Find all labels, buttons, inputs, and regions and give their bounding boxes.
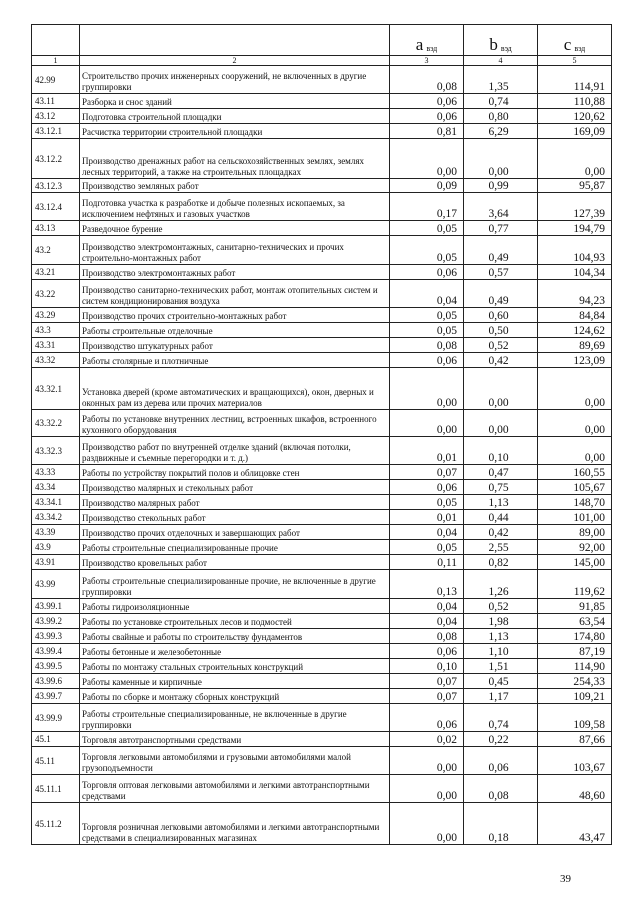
row-b-value: 0,42 xyxy=(464,525,538,540)
row-b-value: 0,77 xyxy=(464,221,538,236)
row-c-value: 103,67 xyxy=(538,747,612,775)
table-row xyxy=(32,570,612,599)
row-b-value: 0,52 xyxy=(464,599,538,614)
row-b-value: 1,17 xyxy=(464,689,538,704)
row-code: 43.99.3 xyxy=(32,629,80,644)
row-name: Торговля оптовая легковыми автомобилями и легкими автотранспортными средствами xyxy=(80,775,390,803)
table-row xyxy=(32,614,612,629)
row-a-value: 0,00 xyxy=(390,410,464,437)
row-name: Производство электромонтажных, санитарно-технических и прочих строительно-монтажных работ xyxy=(80,236,390,265)
row-code: 43.2 xyxy=(32,236,80,265)
row-a-value: 0,02 xyxy=(390,732,464,747)
row-code: 45.11.1 xyxy=(32,775,80,803)
row-a-value: 0,05 xyxy=(390,221,464,236)
row-code: 43.32.2 xyxy=(32,410,80,437)
row-c-value: 89,69 xyxy=(538,338,612,353)
table-row xyxy=(32,803,612,845)
row-code: 43.99.7 xyxy=(32,689,80,704)
row-a-value: 0,11 xyxy=(390,555,464,570)
row-code: 43.34 xyxy=(32,480,80,495)
row-name: Производство прочих строительно-монтажных работ xyxy=(80,308,390,323)
row-name: Работы строительные отделочные xyxy=(80,323,390,338)
row-b-value: 0,44 xyxy=(464,510,538,525)
header-c: c $_{вэд}$ xyxy=(538,25,612,56)
row-name: Работы строительные специализированные прочие xyxy=(80,540,390,555)
table-row xyxy=(32,94,612,109)
row-c-value: 174,80 xyxy=(538,629,612,644)
table-row xyxy=(32,465,612,480)
row-b-value: 0,10 xyxy=(464,437,538,465)
row-code: 43.34.1 xyxy=(32,495,80,510)
row-c-value: 63,54 xyxy=(538,614,612,629)
row-code: 43.99.9 xyxy=(32,704,80,732)
row-a-value: 0,05 xyxy=(390,308,464,323)
row-a-value: 0,04 xyxy=(390,599,464,614)
row-a-value: 0,17 xyxy=(390,193,464,221)
row-a-value: 0,13 xyxy=(390,570,464,599)
row-c-value: 120,62 xyxy=(538,109,612,124)
row-c-value: 94,23 xyxy=(538,280,612,308)
row-c-value: 0,00 xyxy=(538,139,612,179)
table-row xyxy=(32,323,612,338)
row-b-value: 0,06 xyxy=(464,747,538,775)
column-index: 1 xyxy=(32,56,80,66)
row-name: Работы столярные и плотничные xyxy=(80,353,390,368)
row-name: Работы бетонные и железобетонные xyxy=(80,644,390,659)
row-code: 43.99 xyxy=(32,570,80,599)
row-name: Подготовка строительной площадки xyxy=(80,109,390,124)
header-a: a $_{вэд}$ xyxy=(390,25,464,56)
column-index: 4 xyxy=(464,56,538,66)
row-c-value: 160,55 xyxy=(538,465,612,480)
table-row xyxy=(32,368,612,410)
row-c-value: 87,19 xyxy=(538,644,612,659)
header-row xyxy=(32,25,612,56)
row-name: Работы по сборке и монтажу сборных конструкций xyxy=(80,689,390,704)
row-name: Производство работ по внутренней отделке зданий (включая потолки, раздвижные и съемные перегородки и т. д.) xyxy=(80,437,390,465)
row-name: Производство кровельных работ xyxy=(80,555,390,570)
row-a-value: 0,06 xyxy=(390,353,464,368)
table-row xyxy=(32,338,612,353)
row-a-value: 0,04 xyxy=(390,280,464,308)
row-a-value: 0,07 xyxy=(390,674,464,689)
row-c-value: 43,47 xyxy=(538,803,612,845)
row-b-value: 1,13 xyxy=(464,495,538,510)
row-c-value: 87,66 xyxy=(538,732,612,747)
row-code: 43.32.3 xyxy=(32,437,80,465)
row-name: Производство малярных и стекольных работ xyxy=(80,480,390,495)
row-code: 43.34.2 xyxy=(32,510,80,525)
row-b-value: 2,55 xyxy=(464,540,538,555)
row-name: Производство земляных работ xyxy=(80,179,390,193)
row-name: Производство санитарно-технических работ, монтаж отопительных систем и систем кондиционирования воздуха xyxy=(80,280,390,308)
table-row xyxy=(32,179,612,193)
row-a-value: 0,04 xyxy=(390,525,464,540)
column-index: 5 xyxy=(538,56,612,66)
row-a-value: 0,06 xyxy=(390,109,464,124)
row-a-value: 0,01 xyxy=(390,437,464,465)
row-c-value: 84,84 xyxy=(538,308,612,323)
row-a-value: 0,00 xyxy=(390,775,464,803)
row-name: Производство электромонтажных работ xyxy=(80,265,390,280)
row-name: Работы строительные специализированные, не включенные в другие группировки xyxy=(80,704,390,732)
table-row xyxy=(32,775,612,803)
row-code: 43.13 xyxy=(32,221,80,236)
row-code: 43.99.4 xyxy=(32,644,80,659)
row-a-value: 0,05 xyxy=(390,495,464,510)
header-b: b $_{вэд}$ xyxy=(464,25,538,56)
row-name: Работы гидроизоляционные xyxy=(80,599,390,614)
row-code: 43.31 xyxy=(32,338,80,353)
row-a-value: 0,06 xyxy=(390,644,464,659)
row-a-value: 0,05 xyxy=(390,540,464,555)
table-row xyxy=(32,139,612,179)
row-code: 43.12.4 xyxy=(32,193,80,221)
row-name: Производство дренажных работ на сельскохозяйственных землях, землях лесных территорий, а также на строительных площадках xyxy=(80,139,390,179)
table-row xyxy=(32,629,612,644)
row-name: Подготовка участка к разработке и добыче полезных ископаемых, за исключением нефтяных и газовых участков xyxy=(80,193,390,221)
row-a-value: 0,08 xyxy=(390,338,464,353)
table-row xyxy=(32,659,612,674)
row-a-value: 0,00 xyxy=(390,747,464,775)
row-c-value: 104,93 xyxy=(538,236,612,265)
header-name xyxy=(80,25,390,56)
table-row xyxy=(32,510,612,525)
column-index: 2 xyxy=(80,56,390,66)
row-b-value: 0,57 xyxy=(464,265,538,280)
row-code: 45.11 xyxy=(32,747,80,775)
row-a-value: 0,06 xyxy=(390,94,464,109)
row-b-value: 1,13 xyxy=(464,629,538,644)
row-b-value: 1,26 xyxy=(464,570,538,599)
row-code: 43.99.5 xyxy=(32,659,80,674)
row-b-value: 0,22 xyxy=(464,732,538,747)
row-b-value: 0,82 xyxy=(464,555,538,570)
row-name: Производство стекольных работ xyxy=(80,510,390,525)
row-c-value: 119,62 xyxy=(538,570,612,599)
row-c-value: 123,09 xyxy=(538,353,612,368)
row-c-value: 92,00 xyxy=(538,540,612,555)
table-row xyxy=(32,644,612,659)
coefficients-table xyxy=(31,24,612,845)
row-b-value: 0,42 xyxy=(464,353,538,368)
row-code: 43.12.3 xyxy=(32,179,80,193)
row-name: Работы каменные и кирпичные xyxy=(80,674,390,689)
row-code: 45.11.2 xyxy=(32,803,80,845)
row-b-value: 0,60 xyxy=(464,308,538,323)
table-row xyxy=(32,221,612,236)
row-a-value: 0,00 xyxy=(390,139,464,179)
row-c-value: 127,39 xyxy=(538,193,612,221)
row-code: 43.9 xyxy=(32,540,80,555)
row-b-value: 0,50 xyxy=(464,323,538,338)
row-name: Работы по установке внутренних лестниц, встроенных шкафов, встроенного кухонного оборудования xyxy=(80,410,390,437)
table-row xyxy=(32,732,612,747)
row-b-value: 1,35 xyxy=(464,66,538,94)
row-b-value: 0,18 xyxy=(464,803,538,845)
row-b-value: 0,75 xyxy=(464,480,538,495)
row-c-value: 0,00 xyxy=(538,368,612,410)
row-name: Работы по установке строительных лесов и подмостей xyxy=(80,614,390,629)
row-c-value: 148,70 xyxy=(538,495,612,510)
row-b-value: 0,00 xyxy=(464,410,538,437)
row-c-value: 91,85 xyxy=(538,599,612,614)
row-b-value: 0,00 xyxy=(464,368,538,410)
table-row xyxy=(32,525,612,540)
page-number: 39 xyxy=(560,873,571,885)
row-code: 43.29 xyxy=(32,308,80,323)
row-code: 43.32.1 xyxy=(32,368,80,410)
row-b-value: 0,08 xyxy=(464,775,538,803)
row-c-value: 254,33 xyxy=(538,674,612,689)
row-c-value: 145,00 xyxy=(538,555,612,570)
row-c-value: 194,79 xyxy=(538,221,612,236)
row-name: Строительство прочих инженерных сооружений, не включенных в другие группировки xyxy=(80,66,390,94)
table-row xyxy=(32,280,612,308)
row-name: Работы по монтажу стальных строительных конструкций xyxy=(80,659,390,674)
row-code: 43.11 xyxy=(32,94,80,109)
row-a-value: 0,81 xyxy=(390,124,464,139)
row-name: Работы строительные специализированные прочие, не включенные в другие группировки xyxy=(80,570,390,599)
row-name: Производство малярных работ xyxy=(80,495,390,510)
table-row xyxy=(32,599,612,614)
table-row xyxy=(32,480,612,495)
row-b-value: 1,10 xyxy=(464,644,538,659)
row-b-value: 0,80 xyxy=(464,109,538,124)
row-a-value: 0,04 xyxy=(390,614,464,629)
table-row xyxy=(32,109,612,124)
row-name: Торговля розничная легковыми автомобилями и легкими автотранспортными средствами в специализированных магазинах xyxy=(80,803,390,845)
row-b-value: 6,29 xyxy=(464,124,538,139)
row-b-value: 0,99 xyxy=(464,179,538,193)
row-code: 43.99.1 xyxy=(32,599,80,614)
row-c-value: 105,67 xyxy=(538,480,612,495)
table-row xyxy=(32,747,612,775)
row-code: 43.21 xyxy=(32,265,80,280)
table-row xyxy=(32,555,612,570)
row-a-value: 0,06 xyxy=(390,480,464,495)
row-code: 45.1 xyxy=(32,732,80,747)
row-c-value: 0,00 xyxy=(538,437,612,465)
table-row xyxy=(32,265,612,280)
row-c-value: 110,88 xyxy=(538,94,612,109)
table-row xyxy=(32,437,612,465)
row-name: Работы свайные и работы по строительству фундаментов xyxy=(80,629,390,644)
row-c-value: 104,34 xyxy=(538,265,612,280)
column-index-row xyxy=(32,56,612,66)
row-c-value: 109,58 xyxy=(538,704,612,732)
table-row xyxy=(32,193,612,221)
row-name: Работы по устройству покрытий полов и облицовке стен xyxy=(80,465,390,480)
table-row xyxy=(32,495,612,510)
row-b-value: 1,98 xyxy=(464,614,538,629)
row-b-value: 0,52 xyxy=(464,338,538,353)
table-row xyxy=(32,353,612,368)
row-b-value: 0,74 xyxy=(464,704,538,732)
table-row xyxy=(32,674,612,689)
table-row xyxy=(32,236,612,265)
row-a-value: 0,05 xyxy=(390,236,464,265)
row-name: Расчистка территории строительной площадки xyxy=(80,124,390,139)
row-c-value: 114,90 xyxy=(538,659,612,674)
table-row xyxy=(32,66,612,94)
row-code: 43.39 xyxy=(32,525,80,540)
row-name: Торговля легковыми автомобилями и грузовыми автомобилями малой грузоподъемности xyxy=(80,747,390,775)
row-code: 43.32 xyxy=(32,353,80,368)
row-c-value: 169,09 xyxy=(538,124,612,139)
row-code: 43.12.2 xyxy=(32,139,80,179)
column-index: 3 xyxy=(390,56,464,66)
row-a-value: 0,05 xyxy=(390,323,464,338)
row-c-value: 114,91 xyxy=(538,66,612,94)
row-b-value: 1,51 xyxy=(464,659,538,674)
row-c-value: 0,00 xyxy=(538,410,612,437)
row-code: 43.12.1 xyxy=(32,124,80,139)
row-a-value: 0,00 xyxy=(390,803,464,845)
table-row xyxy=(32,308,612,323)
row-code: 43.22 xyxy=(32,280,80,308)
row-a-value: 0,00 xyxy=(390,368,464,410)
row-b-value: 0,49 xyxy=(464,280,538,308)
row-c-value: 109,21 xyxy=(538,689,612,704)
row-b-value: 0,00 xyxy=(464,139,538,179)
table-row xyxy=(32,704,612,732)
row-b-value: 3,64 xyxy=(464,193,538,221)
row-a-value: 0,07 xyxy=(390,465,464,480)
row-c-value: 101,00 xyxy=(538,510,612,525)
row-b-value: 0,47 xyxy=(464,465,538,480)
row-code: 43.91 xyxy=(32,555,80,570)
header-code xyxy=(32,25,80,56)
row-name: Разборка и снос зданий xyxy=(80,94,390,109)
row-b-value: 0,45 xyxy=(464,674,538,689)
row-name: Разведочное бурение xyxy=(80,221,390,236)
row-code: 43.99.6 xyxy=(32,674,80,689)
row-a-value: 0,06 xyxy=(390,265,464,280)
row-name: Производство прочих отделочных и завершающих работ xyxy=(80,525,390,540)
table-row xyxy=(32,689,612,704)
row-b-value: 0,74 xyxy=(464,94,538,109)
row-code: 43.3 xyxy=(32,323,80,338)
row-name: Производство штукатурных работ xyxy=(80,338,390,353)
row-name: Торговля автотранспортными средствами xyxy=(80,732,390,747)
row-a-value: 0,08 xyxy=(390,66,464,94)
row-a-value: 0,08 xyxy=(390,629,464,644)
row-a-value: 0,01 xyxy=(390,510,464,525)
row-a-value: 0,06 xyxy=(390,704,464,732)
row-b-value: 0,49 xyxy=(464,236,538,265)
table-row xyxy=(32,410,612,437)
row-c-value: 95,87 xyxy=(538,179,612,193)
row-a-value: 0,09 xyxy=(390,179,464,193)
row-c-value: 124,62 xyxy=(538,323,612,338)
row-a-value: 0,10 xyxy=(390,659,464,674)
row-code: 43.12 xyxy=(32,109,80,124)
row-name: Установка дверей (кроме автоматических и вращающихся), окон, дверных и оконных рам из дерева или прочих материалов xyxy=(80,368,390,410)
row-c-value: 48,60 xyxy=(538,775,612,803)
row-c-value: 89,00 xyxy=(538,525,612,540)
table-row xyxy=(32,124,612,139)
row-a-value: 0,07 xyxy=(390,689,464,704)
row-code: 43.99.2 xyxy=(32,614,80,629)
table-row xyxy=(32,540,612,555)
row-code: 43.33 xyxy=(32,465,80,480)
row-code: 42.99 xyxy=(32,66,80,94)
